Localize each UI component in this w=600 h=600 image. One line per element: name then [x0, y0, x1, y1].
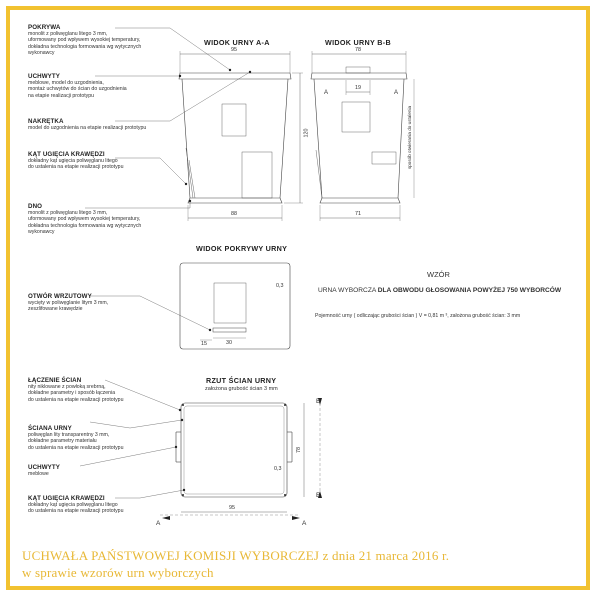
label-body: meblowe, model do uzgodnienia, montaż uchwytów do ścian do uzgodnienia na etapie realizacji prototypu	[28, 80, 127, 99]
opening-method-note: sposób otwierania do ustalenia	[407, 105, 413, 170]
view-title-cover: WIDOK POKRYWY URNY	[196, 244, 288, 253]
dim-b-inner: 19	[355, 85, 361, 91]
spec-line1-prefix: URNA WYBORCZA	[318, 287, 376, 294]
dim-b-top: 78	[355, 47, 361, 53]
spec-heading: WZÓR	[427, 270, 450, 279]
dim-slot-width: 30	[226, 340, 232, 346]
dim-a-bottom: 88	[231, 211, 237, 217]
label-title: POKRYWA	[28, 24, 61, 31]
dim-slot-gap: 15	[201, 341, 207, 347]
label-title: ŁĄCZENIE ŚCIAN	[28, 377, 82, 384]
section-mark-b-bottom: B	[316, 492, 321, 499]
label-title: NAKRĘTKA	[28, 118, 64, 125]
dim-wall-width: 95	[229, 505, 235, 511]
section-mark-a-top: A	[324, 90, 329, 96]
dim-b-bottom: 71	[355, 211, 361, 217]
label-body: nity niklowane z powłoką srebrną, dokładne parametry i sposób łączenia do ustalenia na etapie realizacji prototypu	[28, 384, 124, 403]
caption-line1: UCHWAŁA PAŃSTWOWEJ KOMISJI WYBORCZEJ z dnia 21 marca 2016 r.	[22, 548, 450, 563]
walls-thickness-note: założona grubość ścian 3 mm	[205, 386, 278, 392]
spec-line1	[318, 287, 561, 294]
label-title: KĄT UGIĘCIA KRAWĘDZI	[28, 151, 105, 158]
section-mark-a-left: A	[156, 520, 161, 527]
walls-plan-drawing	[160, 398, 320, 515]
label-title: UCHWYTY	[28, 464, 60, 471]
section-mark-b-top: B	[316, 398, 321, 405]
label-title: ŚCIANA URNY	[28, 425, 72, 432]
dim-wall-03: 0,3	[274, 466, 282, 472]
spec-line2: Pojemność urny ( odliczając grubości ścian ) V = 0,81 m ³, założona grubość ścian: 3 mm	[315, 313, 521, 319]
label-body: dokładny kąt ugięcia poliwęglanu litego do ustalenia na etapie realizacji prototypu	[28, 502, 124, 515]
spec-line1-bold: DLA OBWODU GŁOSOWANIA POWYŻEJ 750 WYBORCÓW	[377, 287, 562, 294]
dim-a-height: 120	[303, 128, 310, 138]
dim-a-top: 95	[231, 47, 237, 53]
label-body: monolit z poliwęglanu litego 3 mm, uformowany pod wpływem wysokiej temperatury, dokładna technologia formowania wg wytycznych wykonawcy	[28, 210, 142, 235]
urn-view-a-drawing	[179, 51, 303, 221]
label-title: DNO	[28, 203, 43, 210]
label-body: model do uzgodnienia na etapie realizacji prototypu	[28, 125, 147, 131]
section-mark-a-top-2: A	[394, 90, 399, 96]
label-body: poliwęglan lity transparentny 3 mm, dokładne parametry materiału do ustalenia na etapie realizacji prototypu	[28, 432, 124, 451]
view-title-a: WIDOK URNY A-A	[204, 38, 270, 47]
caption-line2: w sprawie wzorów urn wyborczych	[22, 565, 214, 580]
urn-view-b-drawing	[311, 51, 414, 221]
view-title-b: WIDOK URNY B-B	[325, 38, 391, 47]
dim-cover-03: 0,3	[276, 283, 284, 289]
dim-wall-height: 78	[296, 447, 302, 453]
view-title-walls: RZUT ŚCIAN URNY	[206, 376, 277, 385]
label-body: dokładny kąt ugięcia poliwęglanu litego do ustalenia na etapie realizacji prototypu	[28, 158, 124, 171]
label-body: wycięty w poliwęglanie litym 3 mm, zeszlifowane krawędzie	[28, 300, 109, 313]
label-title: KĄT UGIĘCIA KRAWĘDZI	[28, 495, 105, 502]
label-body: monolit z poliwęglanu litego 3 mm, uformowany pod wpływem wysokiej temperatury, dokładna technologia formowania wg wytycznych wykonawcy	[28, 31, 142, 56]
label-title: UCHWYTY	[28, 73, 60, 80]
label-body: meblowe	[28, 471, 49, 477]
section-mark-a-right: A	[302, 520, 307, 527]
label-title: OTWÓR WRZUTOWY	[28, 293, 92, 300]
cover-view-drawing	[180, 263, 290, 349]
